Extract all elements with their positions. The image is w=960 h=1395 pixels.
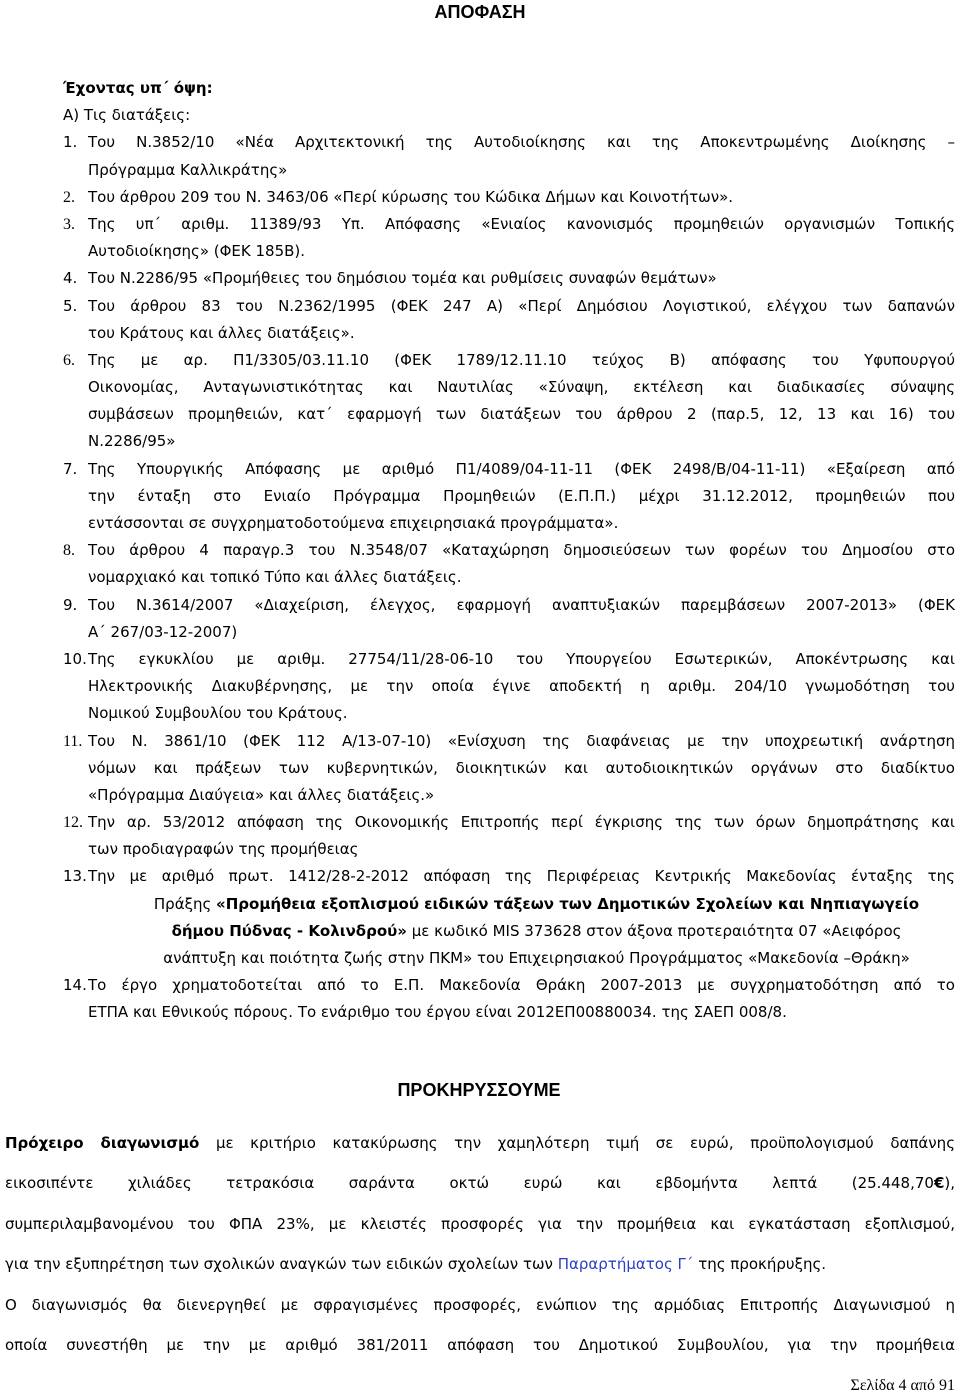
tender-paragraph-line bbox=[5, 1163, 955, 1203]
considering-heading: Έχοντας υπ΄ όψη: bbox=[63, 79, 213, 97]
provision-item bbox=[63, 863, 955, 972]
provision-line: Της εγκυκλίου με αριθμ. 27754/11/28-06-10 του Υπουργείου Εσωτερικών, Αποκέντρωσης και bbox=[88, 649, 955, 668]
provision-line-text: με κωδικό MIS 373628 στον άξονα προτεραιότητα 07 «Αειφόρος bbox=[411, 921, 902, 940]
provision-line: Την με αριθμό πρωτ. 1412/28-2-2012 απόφαση της Περιφέρειας Κεντρικής Μακεδονίας ένταξης της bbox=[88, 867, 955, 886]
tender-paragraphs bbox=[5, 1123, 955, 1365]
provision-item bbox=[63, 728, 955, 810]
provision-line: Της υπ΄ αριθμ. 11389/93 Υπ. Απόφασης «Ενιαίος κανονισμός προμηθειών οργανισμών Τοπικής bbox=[88, 214, 955, 233]
provision-line: ανάπτυξη και ποιότητα ζωής στην ΠΚΜ» του Επιχειρησιακού Προγράμματος «Μακεδονία –Θράκη» bbox=[163, 949, 910, 967]
provision-line: Του άρθρου 4 παραγρ.3 του Ν.3548/07 «Καταχώρηση δημοσιεύσεων των φορέων του Δημοσίου στο bbox=[88, 541, 955, 560]
provision-number: 3. bbox=[63, 215, 75, 233]
provision-line: Οικονομίας, Ανταγωνιστικότητας και Ναυτιλίας «Σύναψη, εκτέλεση και διαδικασίες σύναψης bbox=[88, 378, 955, 397]
provision-line: Ν.2286/95» bbox=[88, 432, 176, 451]
tender-paragraph-line bbox=[5, 1244, 955, 1284]
tender-paragraph-line: συμπεριλαμβανομένου του ΦΠΑ 23%, με κλειστές προσφορές για την προμήθεια και εγκατάσταση εξοπλισμού, bbox=[5, 1214, 955, 1233]
provision-line: Του Ν.2286/95 «Προμήθειες του δημόσιου τομέα και ρυθμίσεις συναφών θεμάτων» bbox=[88, 269, 717, 288]
provision-line: των προδιαγραφών της προμήθειας bbox=[88, 840, 359, 859]
provision-number: 5. bbox=[63, 296, 78, 315]
provisions-subheading: Α) Τις διατάξεις: bbox=[63, 106, 191, 125]
provision-line: συμβάσεων προμηθειών, κατ΄ εφαρμογή των διατάξεων του άρθρου 2 (παρ.5, 12, 13 και 16) του bbox=[88, 405, 955, 424]
provision-line: Της Υπουργικής Απόφασης με αριθμό Π1/4089/04-11-11 (ΦΕΚ 2498/Β/04-11-11) «Εξαίρεση από bbox=[88, 459, 955, 478]
provision-line: την ένταξη στο Ενιαίο Πρόγραμμα Προμηθειών (Ε.Π.Π.) μέχρι 31.12.2012, προμηθειών που bbox=[88, 486, 955, 505]
provision-number: 9. bbox=[63, 595, 78, 614]
provision-line bbox=[88, 918, 955, 945]
tender-paragraph-line: Ο διαγωνισμός θα διενεργηθεί με σφραγισμένες προσφορές, ενώπιον της αρμόδιας Επιτροπής Διαγωνισμού η bbox=[5, 1295, 955, 1314]
euro-symbol: € bbox=[933, 1174, 945, 1193]
provision-item bbox=[63, 211, 955, 265]
provision-number: 7. bbox=[63, 459, 78, 478]
provision-line: Νομικού Συμβουλίου του Κράτους. bbox=[88, 704, 348, 723]
provision-number: 2. bbox=[63, 188, 75, 206]
provision-line: Του Ν.3614/2007 «Διαχείριση, έλεγχος, εφαρμογή αναπτυξιακών παρεμβάσεων 2007-2013» (ΦΕΚ bbox=[88, 595, 955, 614]
provision-line: Του Ν.3852/10 «Νέα Αρχιτεκτονική της Αυτοδιοίκησης και της Αποκεντρωμένης Διοίκησης – bbox=[88, 133, 955, 152]
tender-text: για την εξυπηρέτηση των σχολικών αναγκών των ειδικών σχολείων των bbox=[5, 1255, 553, 1274]
project-title: «Προμήθεια εξοπλισμού ειδικών τάξεων των Δημοτικών Σχολείων και Νηπιαγωγείο bbox=[216, 894, 920, 913]
provision-item bbox=[63, 293, 955, 347]
provision-number: 11. bbox=[63, 732, 83, 750]
provision-item bbox=[63, 347, 955, 456]
tender-type-label: Πρόχειρο διαγωνισμό bbox=[5, 1134, 200, 1152]
tender-text: εικοσιπέντε χιλιάδες τετρακόσια σαράντα οκτώ ευρώ και εβδομήντα λεπτά (25.448,70 bbox=[5, 1174, 934, 1193]
tender-paragraph-line bbox=[5, 1123, 955, 1163]
tender-text: με κριτήριο κατακύρωσης την χαμηλότερη τιμή σε ευρώ, προϋπολογισμού δαπάνης bbox=[215, 1134, 955, 1152]
provision-line: Της με αρ. Π1/3305/03.11.10 (ΦΕΚ 1789/12.11.10 τεύχος Β) απόφασης του Υφυπουργού bbox=[88, 350, 955, 369]
provision-number: 6. bbox=[63, 351, 75, 369]
tender-paragraph-line: οποία συνεστήθη με την με αριθμό 381/2011 απόφαση του Δημοτικού Συμβουλίου, για την προμήθεια bbox=[5, 1335, 955, 1354]
provision-item bbox=[63, 537, 955, 591]
document-title: ΑΠΟΦΑΣΗ bbox=[434, 2, 526, 22]
provision-number: 4. bbox=[63, 269, 78, 288]
provisions-list bbox=[63, 75, 955, 1027]
proclamation-heading: ΠΡΟΚΗΡΥΣΣΟΥΜΕ bbox=[397, 1080, 561, 1100]
annex-reference: Παραρτήματος Γ΄ bbox=[557, 1255, 694, 1274]
provision-line bbox=[88, 891, 955, 918]
provision-number: 8. bbox=[63, 542, 75, 560]
provision-number: 14. bbox=[63, 976, 87, 995]
provision-number: 13. bbox=[63, 867, 87, 886]
provision-number: 1. bbox=[63, 133, 78, 152]
provision-line: νόμων και πράξεων των κυβερνητικών, διοικητικών και αυτοδιοικητικών οργάνων στο διαδίκτυο bbox=[88, 758, 955, 777]
provision-item bbox=[63, 129, 955, 183]
project-title: δήμου Πύδνας - Κολινδρού» bbox=[171, 921, 407, 940]
provision-item bbox=[63, 456, 955, 538]
provision-line: Του άρθρου 83 του Ν.2362/1995 (ΦΕΚ 247 Α) «Περί Δημόσιου Λογιστικού, ελέγχου των δαπανών bbox=[88, 296, 955, 315]
provision-item bbox=[63, 972, 955, 1026]
tender-text: ), bbox=[944, 1174, 955, 1193]
provision-line: Πρόγραμμα Καλλικράτης» bbox=[88, 160, 288, 179]
provision-item bbox=[63, 184, 955, 211]
provision-line: ΕΤΠΑ και Εθνικούς πόρους. Το ενάριθμο του έργου είναι 2012ΕΠ00880034. της ΣΑΕΠ 008/8. bbox=[88, 1003, 787, 1022]
provision-number: 10. bbox=[63, 649, 87, 668]
provision-line: Αυτοδιοίκησης» (ΦΕΚ 185Β). bbox=[88, 242, 306, 261]
tender-text: της προκήρυξης. bbox=[698, 1255, 827, 1274]
provision-item bbox=[63, 592, 955, 646]
provision-line: Το έργο χρηματοδοτείται από το Ε.Π. Μακεδονία Θράκη 2007-2013 με συγχρηματοδότηση από το bbox=[88, 976, 955, 995]
provision-line: Την αρ. 53/2012 απόφαση της Οικονομικής Επιτροπής περί έγκρισης της των όρων δημοπράτησης και bbox=[88, 813, 955, 832]
provision-line: Ηλεκτρονικής Διακυβέρνησης, με την οποία έγινε αποδεκτή η αριθμ. 204/10 γνωμοδότηση του bbox=[88, 677, 955, 696]
provision-line: «Πρόγραμμα Διαύγεια» και άλλες διατάξεις.» bbox=[88, 785, 435, 804]
provision-line: του Κράτους και άλλες διατάξεις». bbox=[88, 323, 355, 342]
provision-line: Α΄ 267/03-12-2007) bbox=[88, 622, 238, 641]
provision-line: νομαρχιακό και τοπικό Τύπο και άλλες διατάξεις. bbox=[88, 568, 462, 587]
provision-item bbox=[63, 265, 955, 292]
page-number: Σελίδα 4 από 91 bbox=[850, 1377, 955, 1394]
provision-line: εντάσσονται σε συγχρηματοδοτούμενα επιχειρησιακά προγράμματα». bbox=[88, 514, 619, 532]
provision-number: 12. bbox=[63, 814, 83, 832]
provision-line: Του Ν. 3861/10 (ΦΕΚ 112 Α/13-07-10) «Ενίσχυση της διαφάνειας με την υποχρεωτική ανάρτηση bbox=[88, 731, 955, 750]
provision-line: Του άρθρου 209 του Ν. 3463/06 «Περί κύρωσης του Κώδικα Δήμων και Κοινοτήτων». bbox=[88, 187, 734, 206]
provision-item bbox=[63, 809, 955, 863]
provision-item bbox=[63, 646, 955, 728]
provision-line-text: Πράξης bbox=[153, 894, 212, 913]
